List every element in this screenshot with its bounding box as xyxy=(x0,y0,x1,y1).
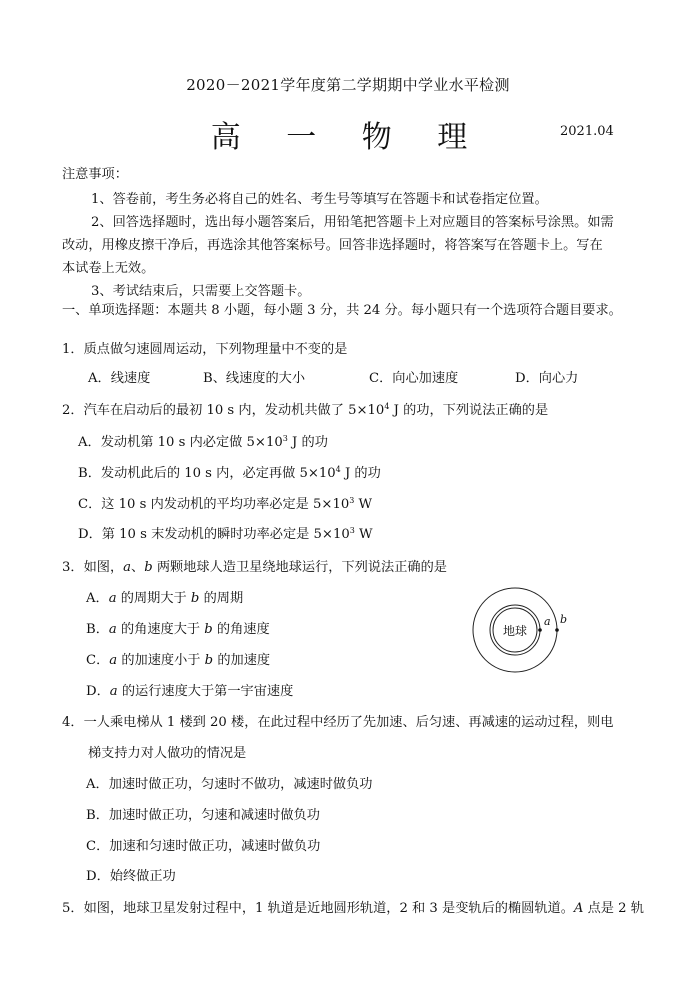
q1-option-b: B、线速度的大小 xyxy=(203,371,306,386)
notice-item-3: 3、考试结束后，只需要上交答题卡。 xyxy=(91,284,311,299)
q4-stem-line-2: 梯支持力对人做功的情况是 xyxy=(88,746,247,761)
exam-date: 2021.04 xyxy=(560,124,614,139)
q5-stem: 5．如图，地球卫星发射过程中，1 轨道是近地圆形轨道，2 和 3 是变轨后的椭圆轨道。A 点是 2 轨 xyxy=(62,901,644,916)
satellite-a xyxy=(538,628,542,632)
subject-title: 高 一 物 理 xyxy=(210,120,486,155)
satellite-b-label: b xyxy=(560,613,568,626)
q4-option-c: C．加速和匀速时做正功，减速时做负功 xyxy=(86,839,321,854)
section-1-heading: 一、单项选择题：本题共 8 小题，每小题 3 分，共 24 分。每小题只有一个选项符合题目要求。 xyxy=(62,303,622,318)
q3-stem: 3．如图，a、b 两颗地球人造卫星绕地球运行，下列说法正确的是 xyxy=(62,560,447,575)
q3-option-a: A．a 的周期大于 b 的周期 xyxy=(86,591,244,606)
notice-item-2-line-2: 改动，用橡皮擦干净后，再选涂其他答案标号。回答非选择题时，将答案写在答题卡上。写在 xyxy=(62,238,603,253)
notice-heading: 注意事项： xyxy=(62,167,128,182)
q2-stem: 2．汽车在启动后的最初 10 s 内，发动机共做了 $5\times 10^4$ J 的功，下列说法正确的是 xyxy=(62,402,549,418)
satellite-a-label: a xyxy=(544,615,551,628)
q2-option-a: A．发动机第 10 s 内必定做 $5\times 10^3$ J 的功 xyxy=(78,434,328,450)
q1-option-a: A．线速度 xyxy=(88,371,151,386)
notice-item-2-line-3: 本试卷上无效。 xyxy=(62,261,155,276)
q4-stem-line-1: 4．一人乘电梯从 1 楼到 20 楼，在此过程中经历了先加速、后匀速、再减速的运动过程，则电 xyxy=(62,715,614,730)
orbit-figure xyxy=(456,585,574,685)
q2-option-c: C．这 10 s 内发动机的平均功率必定是 $5\times 10^3$ W xyxy=(78,496,373,512)
earth-label: 地球 xyxy=(502,624,528,638)
q3-option-c: C．a 的加速度小于 b 的加速度 xyxy=(86,653,271,668)
q1-option-c: C．向心加速度 xyxy=(369,371,459,386)
q2-option-d: D．第 10 s 末发动机的瞬时功率必定是 $5\times 10^3$ W xyxy=(78,526,373,542)
q4-option-b: B．加速时做正功，匀速和减速时做负功 xyxy=(86,808,320,823)
q3-option-d: D．a 的运行速度大于第一宇宙速度 xyxy=(86,684,294,699)
satellite-b xyxy=(555,628,559,632)
q1-option-d: D．向心力 xyxy=(515,371,579,386)
q4-option-d: D．始终做正功 xyxy=(86,869,176,884)
notice-item-1: 1、答卷前，考生务必将自己的姓名、考生号等填写在答题卡和试卷指定位置。 xyxy=(91,192,548,207)
q1-stem: 1．质点做匀速圆周运动，下列物理量中不变的是 xyxy=(62,342,348,357)
q2-option-b: B．发动机此后的 10 s 内，必定再做 $5\times 10^4$ J 的功 xyxy=(78,465,381,481)
q3-option-b: B．a 的角速度大于 b 的角速度 xyxy=(86,622,270,637)
exam-title: 2020－2021学年度第二学期期中学业水平检测 xyxy=(186,76,510,94)
notice-item-2-line-1: 2、回答选择题时，选出每小题答案后，用铅笔把答题卡上对应题目的答案标号涂黑。如需 xyxy=(91,215,614,230)
q4-option-a: A．加速时做正功，匀速时不做功，减速时做负功 xyxy=(86,777,373,792)
